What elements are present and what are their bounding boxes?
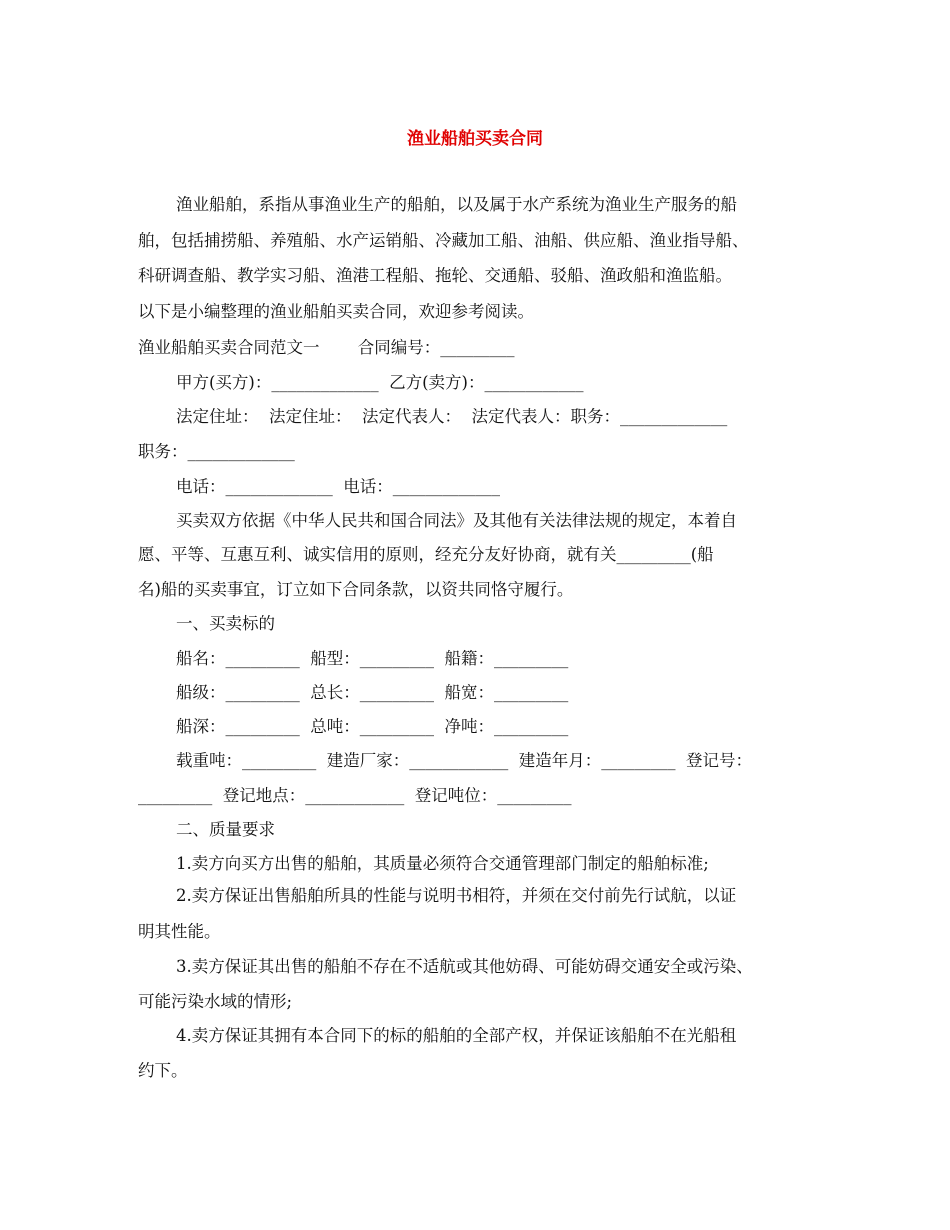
paragraph-line: 电话：_____________ 电话：_____________ [176,477,500,496]
paragraph-line: 1.卖方向买方出售的船舶，其质量必须符合交通管理部门制定的船舶标准; [176,854,709,873]
paragraph-line: 舶，包括捕捞船、养殖船、水产运销船、冷藏加工船、油船、供应船、渔业指导船、 [138,231,749,250]
paragraph-line: 约下。 [138,1061,188,1080]
paragraph-line: 船名：_________ 船型：_________ 船籍：_________ [176,649,569,668]
section-heading: 一、买卖标的 [176,614,275,633]
paragraph-line: 载重吨：_________ 建造厂家：____________ 建造年月：_________ 登记号： [176,751,752,770]
paragraph-line: 以下是小编整理的渔业船舶买卖合同，欢迎参考阅读。 [138,302,534,321]
paragraph-line: 明其性能。 [138,922,221,941]
section-heading: 二、质量要求 [176,820,275,839]
paragraph-line: 职务：_____________ [138,442,295,461]
document-title: 渔业船舶买卖合同 [407,129,543,149]
paragraph-line: 买卖双方依据《中华人民共和国合同法》及其他有关法律法规的规定，本着自 [176,511,737,530]
paragraph-line: 船级：_________ 总长：_________ 船宽：_________ [176,683,569,702]
paragraph-line: 4.卖方保证其拥有本合同下的标的船舶的全部产权，并保证该船舶不在光船租 [176,1026,737,1045]
paragraph-line: 船深：_________ 总吨：_________ 净吨：_________ [176,717,569,736]
paragraph-line: 法定住址： 法定住址： 法定代表人： 法定代表人：职务：_____________ [176,407,728,426]
paragraph-line: 3.卖方保证其出售的船舶不存在不适航或其他妨碍、可能妨碍交通安全或污染、 [176,957,753,976]
paragraph-line: _________ 登记地点：____________ 登记吨位：_________ [138,786,572,805]
paragraph-line: 可能污染水域的情形; [138,992,293,1011]
paragraph-line: 科研调查船、教学实习船、渔港工程船、拖轮、交通船、驳船、渔政船和渔监船。 [138,266,732,285]
paragraph-line: 甲方(买方)：_____________ 乙方(卖方)：____________ [176,373,584,392]
paragraph-line: 名)船的买卖事宜，订立如下合同条款，以资共同恪守履行。 [138,580,574,599]
paragraph-line: 渔业船舶买卖合同范文一 合同编号：_________ [138,338,515,357]
paragraph-line: 2.卖方保证出售船舶所具的性能与说明书相符，并须在交付前先行试航，以证 [176,886,737,905]
paragraph-line: 愿、平等、互惠互利、诚实信用的原则，经充分友好协商，就有关_________(船 [138,545,714,564]
paragraph-line: 渔业船舶，系指从事渔业生产的船舶，以及属于水产系统为渔业生产服务的船 [176,195,737,214]
